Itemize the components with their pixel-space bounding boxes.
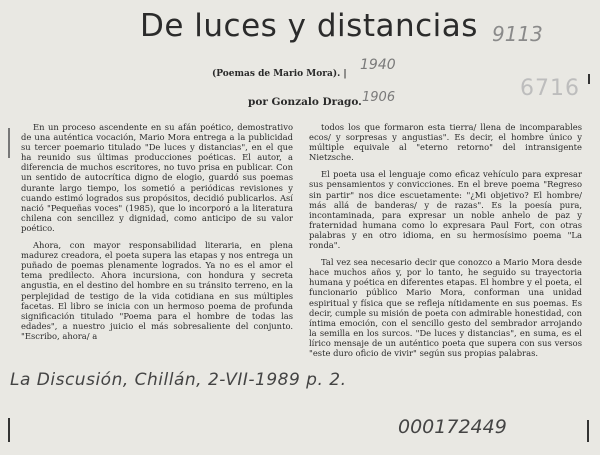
paragraph: El poeta usa el lenguaje como eficaz vehículo para expresar sus pensamientos y convicciones. En el breve poema "Regreso sin partir" nos dice escuetamente: "¿Mi objetivo? El hombre/ más allá de banderas/ y de razas". Es la poesía pura, incontaminada, para expresar un noble anhelo de paz y fraternidad humana como lo expresara Paul Fort, con otras palabras y en otro idioma, en su hermosísimo poema "La ronda".	[309, 169, 582, 251]
faded-stamp-number: 6716	[520, 76, 580, 101]
handwritten-source-note: La Discusión, Chillán, 2-VII-1989 p. 2.	[10, 370, 347, 390]
margin-mark	[8, 128, 10, 158]
article-column-left	[21, 122, 293, 348]
article-title: De luces y distancias	[140, 8, 478, 44]
paragraph: todos los que formaron esta tierra/ llena de incomparables ecos/ y sorpresas y angustias". Es decir, el hombre único y múltiple equivale al "eterno retorno" del intransigente Nietzsche.	[309, 122, 582, 163]
paragraph: Tal vez sea necesario decir que conozco a Mario Mora desde hace muchos años y, por lo tanto, he seguido su trayectoria humana y poética en diferentes etapas. El hombre y el poeta, el funcionario público Mario Mora, conforman una unidad espiritual y física que se refleja nítidamente en sus poemas. Es decir, cumple su misión de poeta con admirable honestidad, con íntima emoción, con el sencillo gesto del sembrador arrojando la semilla en los surcos. "De luces y distancias", en suma, es el lírico mensaje de un auténtico poeta que supera con sus versos "este duro oficio de vivir" según sus propias palabras.	[309, 257, 582, 358]
article-byline: por Gonzalo Drago.	[248, 96, 362, 108]
margin-mark	[8, 418, 10, 442]
handwritten-number: 9113	[492, 22, 543, 46]
margin-mark	[587, 420, 589, 442]
handwritten-year-1: 1940	[360, 57, 396, 73]
handwritten-catalog-id: 000172449	[398, 416, 507, 438]
paragraph: Ahora, con mayor responsabilidad literaria, en plena madurez creadora, el poeta supera las etapas y nos entrega un puñado de poemas plenamente logrados. Ya no es el amor el tema predilecto. Ahora incursiona, con hondura y secreta angustia, en el destino del hombre en su tránsito terreno, en la perplejidad de testigo de la vida cotidiana en sus múltiples facetas. El libro se inicia con un hermoso poema de profunda significación titulado "Poema para el hombre de todas las edades", a nuestro juicio el más sobresaliente del conjunto. "Escribo, ahora/ a	[21, 240, 293, 341]
handwritten-year-2: 1906	[362, 90, 396, 105]
paragraph: En un proceso ascendente en su afán poético, demostrativo de una auténtica vocación, Mario Mora entrega a la publicidad su tercer poemario titulado "De luces y distancias", en el que ha reunido sus últimas producciones poéticas. El autor, a diferencia de muchos escritores, no tuvo prisa en publicar. Con un sentido de autocrítica digno de elogio, guardó sus poemas durante largo tiempo, los sometió a periódicas revisiones y cuando estimó logrados sus propósitos, decidió publicarlos. Así nació "Pequeñas voces" (1985), que lo incorporó a la literatura chilena con sencillez y dignidad, como anticipo de su valor poético.	[21, 122, 293, 233]
article-subtitle: (Poemas de Mario Mora). |	[212, 69, 347, 79]
margin-mark	[588, 74, 590, 84]
article-column-right	[309, 122, 582, 365]
